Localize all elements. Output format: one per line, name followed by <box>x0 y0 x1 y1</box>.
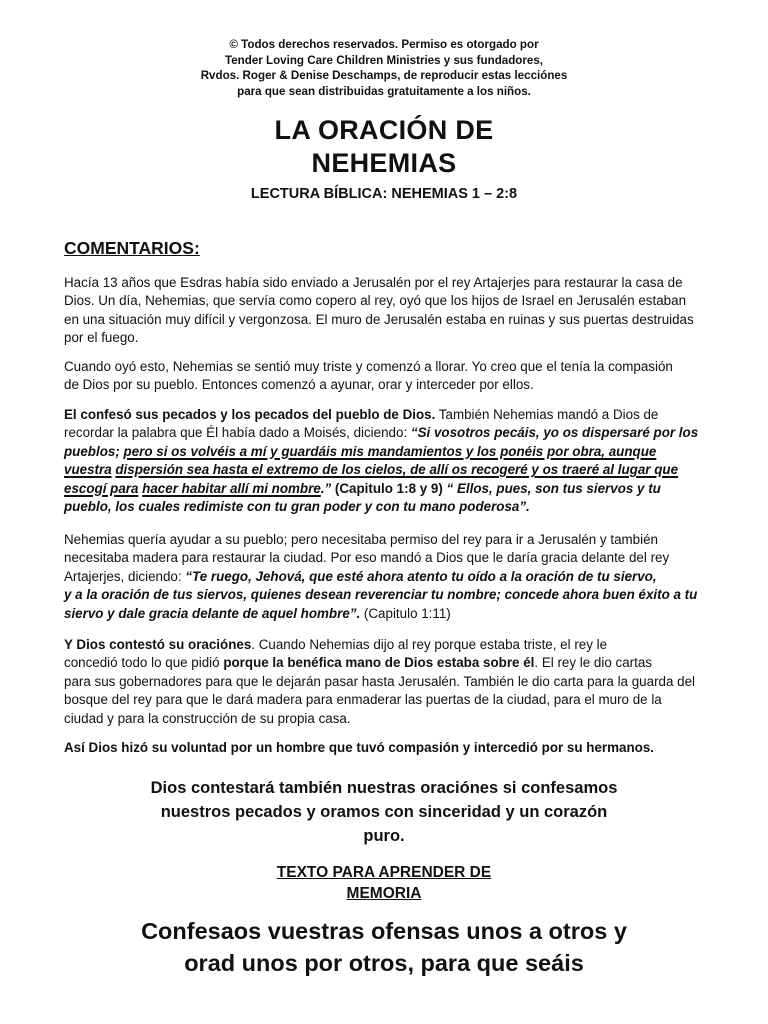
memory-heading-text: TEXTO PARA APRENDER DE <box>276 864 492 881</box>
paragraph-intro <box>64 274 712 348</box>
verse-line: Confesaos vuestras ofensas unos a otros y <box>141 918 627 944</box>
copyright-line: Rvdos. Roger & Denise Deschamps, de reproducir estas lecciónes <box>200 69 568 82</box>
scripture-quote: .” <box>320 480 332 496</box>
paragraph-line <box>64 443 712 461</box>
memory-heading-line <box>0 883 768 904</box>
paragraph-line: en una situación muy difícil y vergonzosa. El muro de Jerusalén estaba en ruinas y sus puertas destruidas <box>64 311 694 327</box>
callout-line: nuestros pecados y oramos con sinceridad y un corazón <box>160 803 608 821</box>
chapter-reference: (Capitulo 1:8 y 9) <box>331 480 443 496</box>
paragraph-line <box>64 568 712 586</box>
paragraph-line: de Dios por su pueblo. Entonces comenzó a ayunar, orar y interceder por ellos. <box>64 377 534 393</box>
paragraph-line: Cuando oyó esto, Nehemias se sentió muy triste y comenzó a llorar. Yo creo que el tenía la compasión <box>64 359 673 374</box>
paragraph-line: por el fuego. <box>64 330 139 346</box>
paragraph-line: bosque del rey para que le dará madera para enmaderar las puertas de la ciudad, para el muro de la <box>64 692 662 708</box>
title-line-2: NEHEMIAS <box>311 148 457 178</box>
paragraph-line <box>64 461 712 479</box>
paragraph-line <box>64 498 712 516</box>
emphasis-text: Y Dios contestó su oraciónes <box>64 637 252 652</box>
paragraph-compassion <box>64 358 712 395</box>
paragraph-line: necesitaba madera para restaurar la ciudad. Por eso mandó a Dios que le daría gracia delante del rey <box>64 550 670 566</box>
paragraph-line: Hacía 13 años que Esdras había sido enviado a Jerusalén por el rey Artajerjes para restaurar la casa de <box>64 275 683 290</box>
scripture-quote: “Si vosotros pecáis, yo os dispersaré por los <box>410 425 699 441</box>
paragraph-line <box>64 636 712 654</box>
scripture-quote: “Te ruego, Jehová, que esté ahora atento tu oído a la oración de tu siervo, <box>185 568 657 584</box>
scripture-quote: siervo y dale gracia delante de aquel hombre”. <box>64 605 361 621</box>
plain-text: . El rey le dio cartas <box>534 655 652 671</box>
paragraph-line: para sus gobernadores para que le dejarán pasar hasta Jerusalén. También le dio carta para la guarda del <box>64 673 696 689</box>
title-line-1: LA ORACIÓN DE <box>274 115 494 145</box>
plain-text: concedió todo lo que pidió <box>64 655 224 671</box>
paragraph-conclusion <box>64 739 712 757</box>
paragraph-line <box>64 654 712 672</box>
copyright-line: © Todos derechos reservados. Permiso es otorgado por <box>229 38 539 51</box>
plain-text: . Cuando Nehemias dijo al rey porque estaba triste, el rey le <box>251 637 608 652</box>
memory-heading-line <box>0 862 768 883</box>
chapter-reference: (Capitulo 1:11) <box>360 605 451 621</box>
callout-line: puro. <box>363 827 405 845</box>
scripture-quote: pueblo, los cuales redimiste con tu gran poder y con tu mano poderosa”. <box>64 499 530 515</box>
underlined-quote: escogí para <box>64 480 139 496</box>
callout-line: Dios contestará también nuestras oraciónes si confesamos <box>150 779 618 797</box>
underlined-quote: pero si os volvéis a mí y guardáis mis mandamientos y los ponéis por obra, aunque <box>123 443 657 459</box>
paragraph-line <box>64 424 712 442</box>
paragraph-answer <box>64 636 712 728</box>
copyright-line: para que sean distribuidas gratuitamente a los niños. <box>237 84 531 98</box>
underlined-quote: dispersión sea hasta el extremo de los cielos, de allí os recogeré y os traeré al lugar que <box>115 462 679 478</box>
paragraph-line <box>64 480 712 498</box>
paragraph-line: Dios. Un día, Nehemias, que servía como copero al rey, oyó que los hijos de Israel en Jerusalén estaban <box>64 293 687 309</box>
emphasis-text: El confesó sus pecados y los pecados del pueblo de Dios. <box>64 407 436 422</box>
paragraph-line <box>64 605 712 623</box>
comments-heading: COMENTARIOS: <box>64 238 200 258</box>
paragraph-line: Nehemias quería ayudar a su pueblo; pero necesitaba permiso del rey para ir a Jerusalén y también <box>64 532 658 547</box>
plain-text: recordar la palabra que Él había dado a Moisés, diciendo: <box>64 425 411 441</box>
paragraph-line <box>64 406 712 424</box>
paragraph-confession <box>64 406 712 516</box>
memory-heading-text: MEMORIA <box>346 885 422 902</box>
scripture-quote: pueblos; <box>64 443 120 459</box>
verse-line: orad unos por otros, para que seáis <box>184 950 584 976</box>
paragraph-line: y a la oración de tus siervos, quienes desean reverenciar tu nombre; concede ahora buen éxito a tu <box>64 587 698 603</box>
copyright-notice <box>0 37 768 99</box>
bible-reading: LECTURA BÍBLICA: NEHEMIAS 1 – 2:8 <box>250 186 518 202</box>
lesson-title <box>0 114 768 180</box>
callout-text <box>0 776 768 848</box>
plain-text: Artajerjes, diciendo: <box>64 568 186 584</box>
paragraph-line: Así Dios hizó su voluntad por un hombre que tuvó compasión y intercedió por su hermanos. <box>64 740 654 755</box>
emphasis-text: porque la benéfica mano de Dios estaba sobre él <box>223 655 535 671</box>
underlined-quote: vuestra <box>64 462 112 478</box>
scripture-quote: “ Ellos, pues, son tus siervos y tu <box>442 480 661 496</box>
copyright-line: Tender Loving Care Children Ministries y sus fundadores, <box>224 53 544 67</box>
paragraph-line: ciudad y para la construcción de su propia casa. <box>64 710 351 726</box>
memory-verse <box>0 915 768 979</box>
paragraph-permission <box>64 531 712 623</box>
underlined-quote: hacer habitar allí mi nombre <box>142 480 321 496</box>
memory-verse-heading <box>0 862 768 904</box>
plain-text: También Nehemias mandó a Dios de <box>435 407 659 422</box>
